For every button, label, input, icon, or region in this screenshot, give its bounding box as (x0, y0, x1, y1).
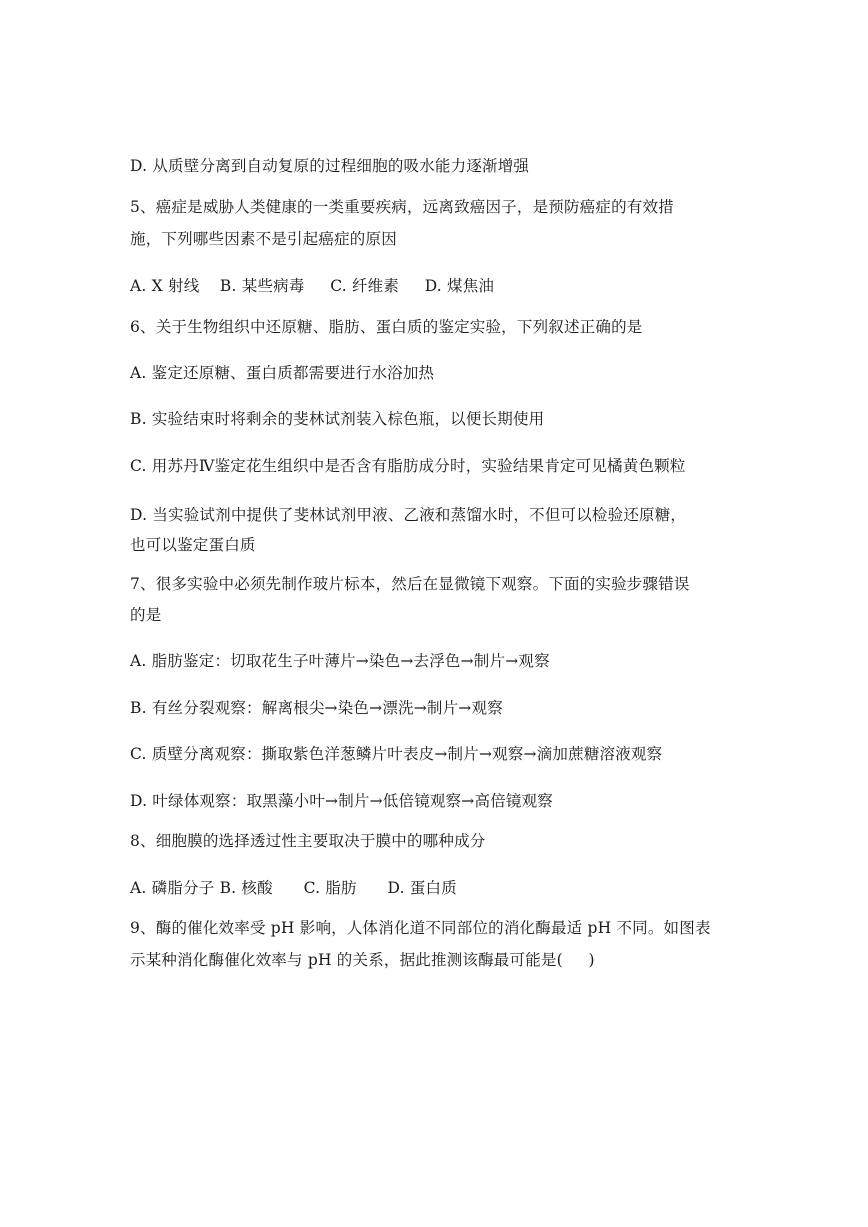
q5-stem-line2: 施，下列哪些因素不是引起癌症的原因 (130, 230, 397, 248)
q6-stem: 6、关于生物组织中还原糖、脂肪、蛋白质的鉴定实验，下列叙述正确的是 (130, 318, 643, 336)
q6-option-d-line1: D. 当实验试剂中提供了斐林试剂甲液、乙液和蒸馏水时，不但可以检验还原糖， (130, 506, 687, 524)
q7-stem-line2: 的是 (130, 606, 162, 624)
q7-option-c: C. 质壁分离观察：撕取紫色洋葱鳞片叶表皮→制片→观察→滴加蔗糖溶液观察 (130, 745, 663, 763)
q6-option-d-line2: 也可以鉴定蛋白质 (130, 536, 256, 554)
q4-option-d: D. 从质壁分离到自动复原的过程细胞的吸水能力逐渐增强 (130, 157, 530, 175)
q7-option-a: A. 脂肪鉴定：切取花生子叶薄片→染色→去浮色→制片→观察 (130, 652, 550, 670)
q9-stem-line2: 示某种消化酶催化效率与 pH 的关系，据此推测该酶最可能是( ) (130, 951, 595, 969)
q6-option-c: C. 用苏丹Ⅳ鉴定花生组织中是否含有脂肪成分时，实验结果肯定可见橘黄色颗粒 (130, 457, 686, 475)
q5-stem-line1: 5、癌症是威胁人类健康的一类重要疾病，远离致癌因子，是预防癌症的有效措 (130, 198, 674, 216)
q9-stem-line1: 9、酶的催化效率受 pH 影响，人体消化道不同部位的消化酶最适 pH 不同。如图表 (130, 919, 711, 937)
q5-options: A. X 射线 B. 某些病毒 C. 纤维素 D. 煤焦油 (130, 277, 495, 295)
q8-stem: 8、细胞膜的选择透过性主要取决于膜中的哪种成分 (130, 832, 486, 850)
q7-stem-line1: 7、很多实验中必须先制作玻片标本，然后在显微镜下观察。下面的实验步骤错误 (130, 575, 690, 593)
q6-option-a: A. 鉴定还原糖、蛋白质都需要进行水浴加热 (130, 364, 435, 382)
q7-option-d: D. 叶绿体观察：取黑藻小叶→制片→低倍镜观察→高倍镜观察 (130, 792, 553, 810)
q7-option-b: B. 有丝分裂观察：解离根尖→染色→漂洗→制片→观察 (130, 699, 503, 717)
q6-option-b: B. 实验结束时将剩余的斐林试剂装入棕色瓶，以便长期使用 (130, 410, 545, 428)
q8-options: A. 磷脂分子 B. 核酸 C. 脂肪 D. 蛋白质 (130, 879, 457, 897)
